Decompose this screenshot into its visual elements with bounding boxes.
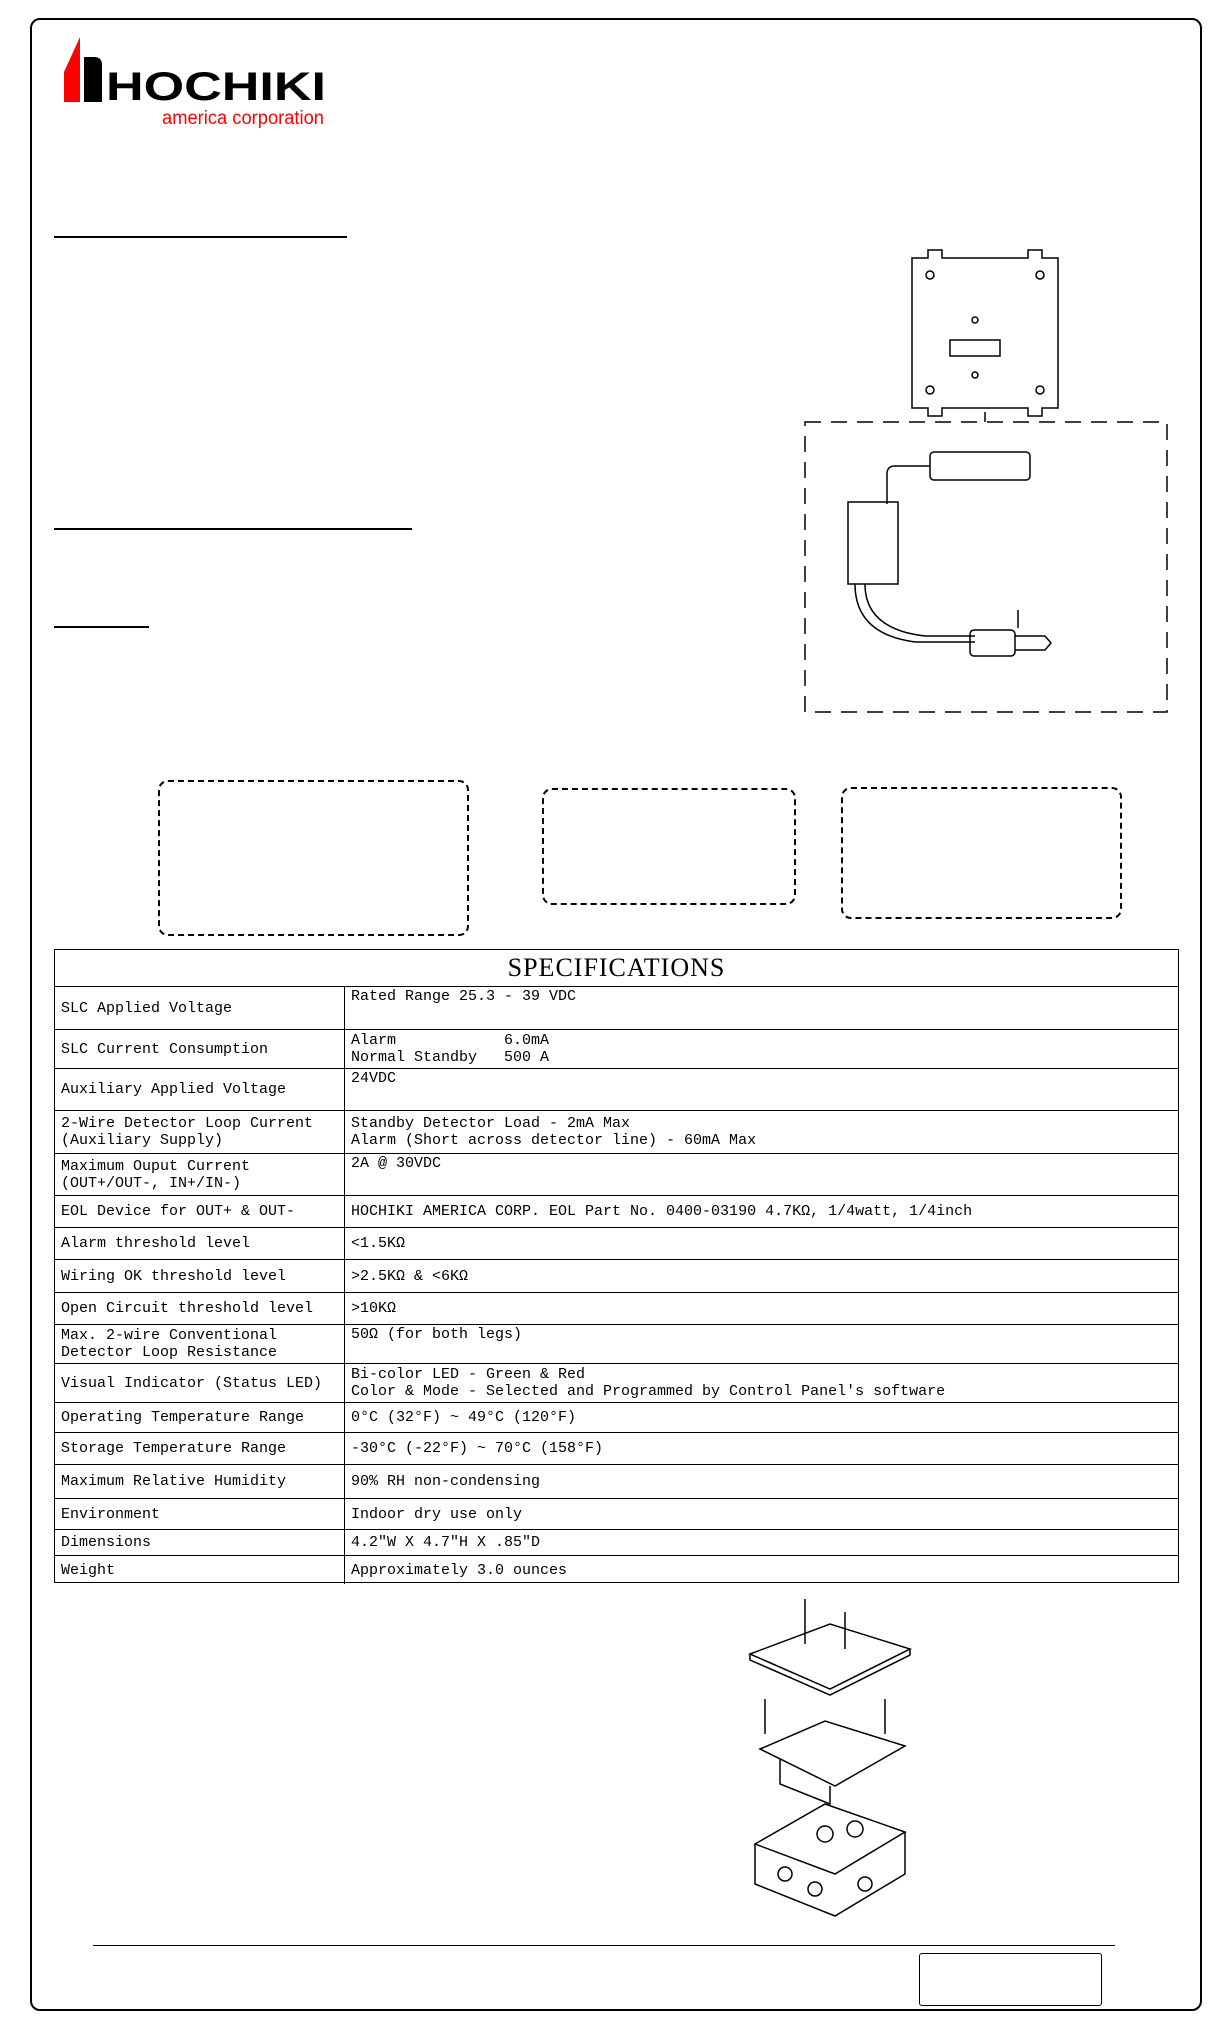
spec-value-line: HOCHIKI AMERICA CORP. EOL Part No. 0400-03190 4.7KΩ, 1/4watt, 1/4inch: [351, 1203, 973, 1220]
spec-value: [345, 1556, 1178, 1584]
specifications-table: [54, 949, 1179, 1583]
spec-label: Weight: [55, 1556, 345, 1584]
spec-value-line: 0°C (32°F) ~ 49°C (120°F): [351, 1409, 577, 1426]
spec-label: Operating Temperature Range: [55, 1403, 345, 1432]
spec-row: [55, 1499, 1178, 1530]
spec-value: [345, 1069, 1178, 1110]
spec-row: [55, 1228, 1178, 1260]
spec-label: SLC Current Consumption: [55, 1030, 345, 1068]
spec-row: [55, 1433, 1178, 1465]
module-diagram: [900, 240, 1070, 720]
spec-value: [345, 987, 1178, 1029]
spec-value-line: >10KΩ: [351, 1300, 397, 1317]
spec-value-line: 90% RH non-condensing: [351, 1473, 541, 1490]
section-heading-underline: [54, 528, 412, 530]
spec-row: [55, 1403, 1178, 1433]
spec-value-line: Rated Range 25.3 - 39 VDC: [351, 988, 577, 1005]
specifications-title: SPECIFICATIONS: [55, 950, 1178, 987]
spec-row: [55, 987, 1178, 1030]
note-box: [542, 788, 796, 905]
spec-value: [345, 1499, 1178, 1529]
specifications-rows: [55, 987, 1178, 1584]
spec-label: Wiring OK threshold level: [55, 1260, 345, 1292]
spec-row: [55, 1196, 1178, 1228]
spec-value: [345, 1030, 1178, 1068]
spec-label: Max. 2-wire Conventional Detector Loop Resistance: [55, 1325, 345, 1363]
svg-text:america corporation: america corporation: [162, 108, 324, 129]
spec-value-line: 50Ω (for both legs): [351, 1326, 523, 1343]
spec-value: [345, 1228, 1178, 1259]
mounting-diagram: [745, 1594, 915, 1919]
spec-row: [55, 1260, 1178, 1293]
spec-value: [345, 1530, 1178, 1555]
spec-row: [55, 1111, 1178, 1154]
section-heading-underline: [54, 626, 149, 628]
spec-label: Alarm threshold level: [55, 1228, 345, 1259]
spec-value-line: Alarm (Short across detector line) - 60mA Max: [351, 1132, 757, 1149]
spec-label: Dimensions: [55, 1530, 345, 1555]
spec-value-line: 4.2"W X 4.7"H X .85"D: [351, 1534, 541, 1551]
spec-label: 2-Wire Detector Loop Current (Auxiliary Supply): [55, 1111, 345, 1153]
spec-value-line: <1.5KΩ: [351, 1235, 406, 1252]
spec-label: Maximum Relative Humidity: [55, 1465, 345, 1498]
section-heading-underline: [54, 236, 347, 238]
spec-value-line: >2.5KΩ & <6KΩ: [351, 1267, 469, 1285]
spec-row: [55, 1154, 1178, 1196]
spec-value: [345, 1364, 1178, 1402]
spec-value: [345, 1260, 1178, 1292]
spec-row: [55, 1293, 1178, 1325]
spec-value: [345, 1433, 1178, 1464]
hochiki-logo: [62, 32, 332, 129]
spec-row: [55, 1325, 1178, 1364]
spec-value-line: Alarm 6.0mA: [351, 1032, 550, 1049]
spec-label: SLC Applied Voltage: [55, 987, 345, 1029]
spec-label: Auxiliary Applied Voltage: [55, 1069, 345, 1110]
footer-rule: [93, 1945, 1115, 1946]
spec-value-line: 2A @ 30VDC: [351, 1155, 442, 1172]
spec-value: [345, 1196, 1178, 1227]
note-box: [841, 787, 1122, 919]
spec-row: [55, 1556, 1178, 1584]
spec-value-line: 24VDC: [351, 1070, 397, 1087]
spec-label: Storage Temperature Range: [55, 1433, 345, 1464]
spec-value-line: Color & Mode - Selected and Programmed by Control Panel's software: [351, 1383, 946, 1400]
spec-value-line: Approximately 3.0 ounces: [351, 1561, 568, 1579]
spec-label: Open Circuit threshold level: [55, 1293, 345, 1324]
spec-label: Environment: [55, 1499, 345, 1529]
spec-row: [55, 1364, 1178, 1403]
spec-value: [345, 1293, 1178, 1324]
spec-row: [55, 1069, 1178, 1111]
spec-value-line: Indoor dry use only: [351, 1505, 523, 1523]
spec-label: EOL Device for OUT+ & OUT-: [55, 1196, 345, 1227]
spec-value-line: Standby Detector Load - 2mA Max: [351, 1115, 631, 1132]
footer-document-box: [919, 1953, 1102, 2006]
spec-value: [345, 1403, 1178, 1432]
spec-row: [55, 1030, 1178, 1069]
spec-label: Visual Indicator (Status LED): [55, 1364, 345, 1402]
note-box: [158, 780, 469, 936]
spec-row: [55, 1465, 1178, 1499]
spec-value-line: -30°C (-22°F) ~ 70°C (158°F): [351, 1440, 604, 1457]
spec-value-line: Normal Standby 500 A: [351, 1049, 550, 1066]
spec-row: [55, 1530, 1178, 1556]
spec-value: [345, 1154, 1178, 1195]
spec-value: [345, 1325, 1178, 1363]
svg-text:HOCHIKI: HOCHIKI: [106, 65, 326, 109]
spec-label: Maximum Ouput Current (OUT+/OUT-, IN+/IN-): [55, 1154, 345, 1195]
spec-value-line: Bi-color LED - Green & Red: [351, 1366, 586, 1383]
spec-value: [345, 1111, 1178, 1153]
spec-value: [345, 1465, 1178, 1498]
